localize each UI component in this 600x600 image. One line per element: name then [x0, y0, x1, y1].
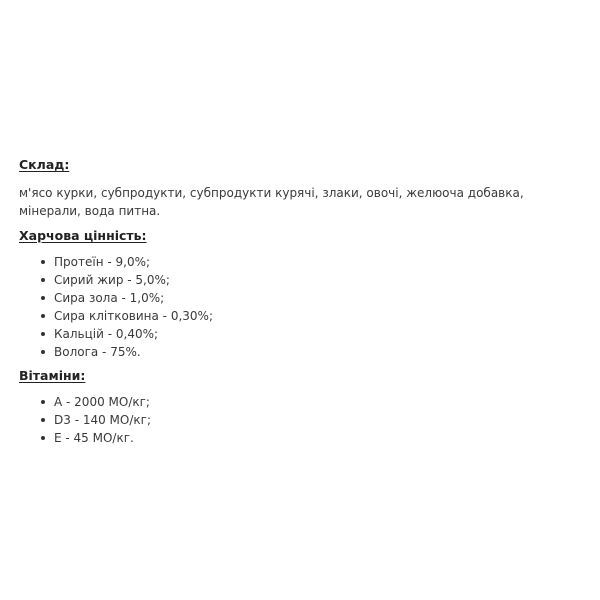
- nutrition-item-label: Сирий жир - 5,0%;: [54, 273, 170, 287]
- list-item: [41, 393, 589, 411]
- list-item: [41, 271, 589, 289]
- vitamin-item-label: D3 - 140 МО/кг;: [54, 413, 151, 427]
- nutrition-item-label: Волога - 75%.: [54, 345, 141, 359]
- vitamins-heading: Вітаміни:: [19, 368, 86, 383]
- bullet-icon: [41, 296, 45, 300]
- bullet-icon: [41, 350, 45, 354]
- list-item: [41, 307, 589, 325]
- list-item: [41, 289, 589, 307]
- bullet-icon: [41, 418, 45, 422]
- list-item: [41, 253, 589, 271]
- list-item: [41, 325, 589, 343]
- composition-text: м'ясо курки, субпродукти, субпродукти курячі, злаки, овочі, желюоча добавка, мінерали, вода питна.: [19, 186, 524, 218]
- product-description: [19, 156, 589, 453]
- nutrition-item-label: Кальцій - 0,40%;: [54, 327, 159, 341]
- bullet-icon: [41, 400, 45, 404]
- bullet-icon: [41, 260, 45, 264]
- list-item: [41, 429, 589, 447]
- nutrition-list: [19, 253, 589, 361]
- nutrition-heading: Харчова цінність:: [19, 228, 147, 243]
- composition-heading: Склад:: [19, 157, 70, 172]
- list-item: [41, 411, 589, 429]
- nutrition-item-label: Протеїн - 9,0%;: [54, 255, 151, 269]
- bullet-icon: [41, 278, 45, 282]
- bullet-icon: [41, 314, 45, 318]
- nutrition-item-label: Сира зола - 1,0%;: [54, 291, 165, 305]
- list-item: [41, 343, 589, 361]
- bullet-icon: [41, 332, 45, 336]
- vitamins-list: [19, 393, 589, 447]
- nutrition-item-label: Сира клітковина - 0,30%;: [54, 309, 213, 323]
- vitamin-item-label: A - 2000 МО/кг;: [54, 395, 150, 409]
- bullet-icon: [41, 436, 45, 440]
- vitamin-item-label: E - 45 МО/кг.: [54, 431, 134, 445]
